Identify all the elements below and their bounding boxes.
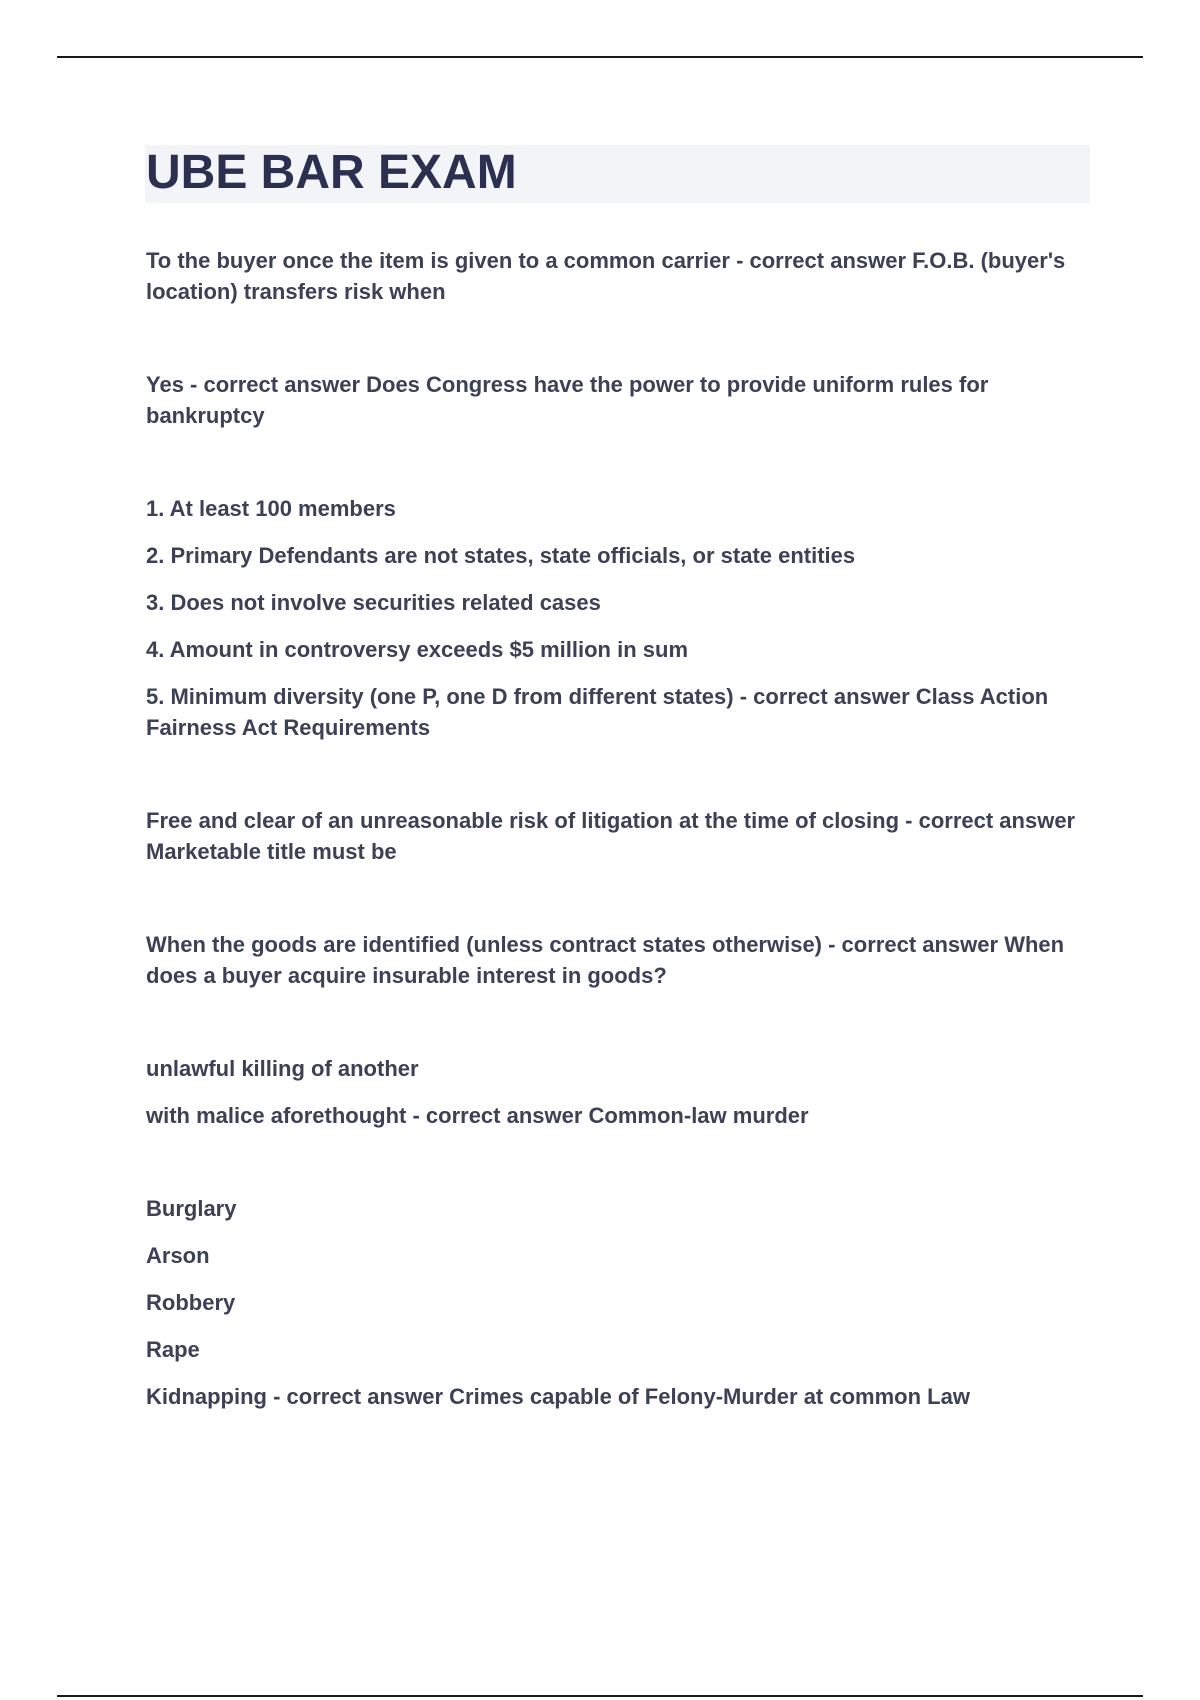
card-line: with malice aforethought - correct answer Common-law murder <box>146 1103 809 1128</box>
card-line: Free and clear of an unreasonable risk of litigation at the time of closing - correct answer Marketable title must be <box>146 808 1076 864</box>
flashcard <box>146 493 1096 743</box>
page-title: UBE BAR EXAM <box>146 146 517 199</box>
bottom-rule <box>57 1695 1143 1697</box>
flashcard <box>146 1193 1096 1412</box>
flashcard-list <box>146 245 1096 1474</box>
card-line: 3. Does not involve securities related cases <box>146 590 601 615</box>
card-line: Robbery <box>146 1290 236 1315</box>
card-line: Yes - correct answer Does Congress have the power to provide uniform rules for bankruptcy <box>146 372 989 428</box>
card-line: 1. At least 100 members <box>146 496 396 521</box>
card-line: Kidnapping - correct answer Crimes capable of Felony-Murder at common Law <box>146 1384 970 1409</box>
card-line: unlawful killing of another <box>146 1056 419 1081</box>
card-line: 2. Primary Defendants are not states, state officials, or state entities <box>146 543 856 568</box>
card-line: To the buyer once the item is given to a common carrier - correct answer F.O.B. (buyer's location) transfers risk when <box>146 248 1066 304</box>
flashcard <box>146 929 1096 991</box>
flashcard <box>146 805 1096 867</box>
flashcard <box>146 245 1096 307</box>
top-rule <box>57 56 1143 58</box>
card-line: Burglary <box>146 1196 237 1221</box>
card-line: Arson <box>146 1243 210 1268</box>
card-line: Rape <box>146 1337 200 1362</box>
card-line: 4. Amount in controversy exceeds $5 million in sum <box>146 637 689 662</box>
flashcard <box>146 369 1096 431</box>
card-line: 5. Minimum diversity (one P, one D from different states) - correct answer Class Action Fairness Act Requirements <box>146 684 1049 740</box>
flashcard <box>146 1053 1096 1131</box>
card-line: When the goods are identified (unless contract states otherwise) - correct answer When does a buyer acquire insurable interest in goods? <box>146 932 1065 988</box>
